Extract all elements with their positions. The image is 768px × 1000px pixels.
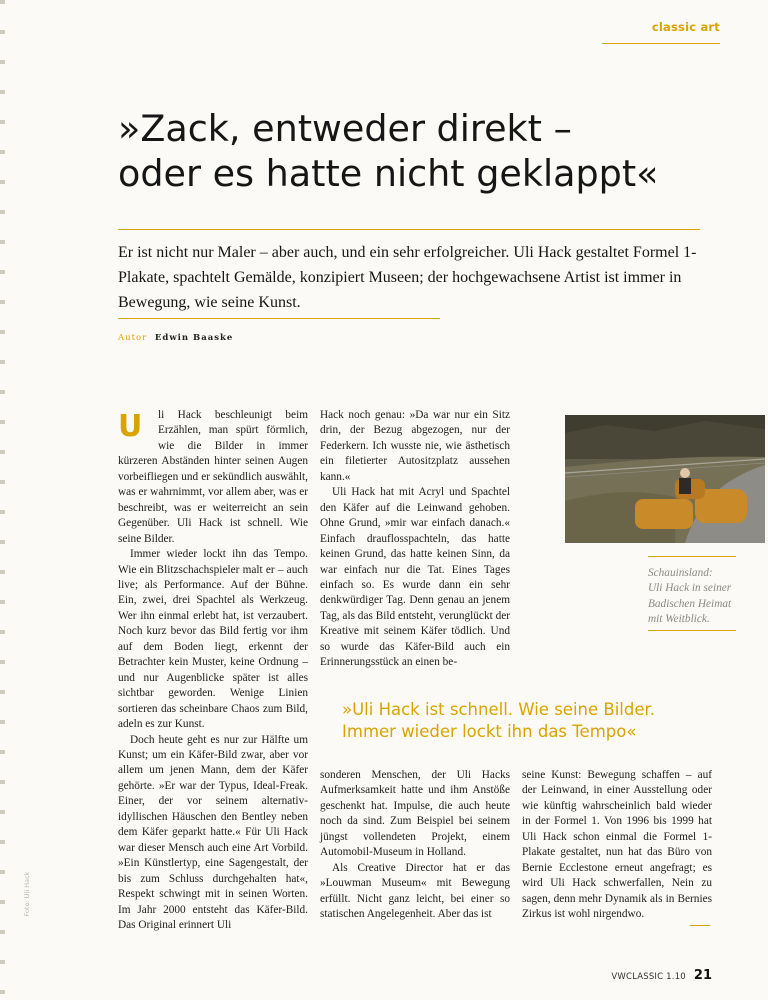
paragraph: Uli Hack hat mit Acryl und Spachtel den Käfer auf die Leinwand gehoben. Ohne Grund, »mir war einfach danach.« Einfach drauflosspachteln, das hatte keinen Grund, das hatte keinen Sinn, da war einfach nur die Tat. Eines Tages einfach so. Es wurde dann ein sehr denkwürdiger Tag. Denn genau an jenem Tag, als das Bild entsteht, verunglückt der Kreative mit seinem Käfer tödlich. Und so wurde das Käfer-Bild auch ein Erinnerungsstück an einen be- <box>320 486 510 669</box>
byline <box>118 333 233 343</box>
paragraph: seine Kunst: Bewegung schaffen – auf der Leinwand, in einer Ausstellung oder wie künftig wahrscheinlich bald wieder in der Formel 1. Von 1996 bis 1999 hat Uli Hack schon einmal die Formel 1-Plakate gestaltet, nun hat das Büro von Bernie Ecclestone erneut angefragt; es wird Uli Hack schwerfallen, Nein zu sagen, denn mehr Dynamik als in Bernies Zirkus ist wohl nirgendwo. <box>522 769 712 921</box>
pull-quote-line-2: Immer wieder lockt ihn das Tempo« <box>342 722 637 741</box>
article-photo <box>565 415 765 543</box>
standfirst: Er ist nicht nur Maler – aber auch, und ein sehr erfolgreicher. Uli Hack gestaltet Formel 1-Plakate, spachtelt Gemälde, konzipiert Museen; der hochgewachsene Artist ist immer in Bewegung, wie seine Kunst. <box>118 244 697 311</box>
standfirst-rule <box>118 318 440 319</box>
headline-line-1: »Zack, entweder direkt – <box>118 107 572 150</box>
headline-rule <box>118 229 700 230</box>
pull-quote-line-1: »Uli Hack ist schnell. Wie seine Bilder. <box>342 700 656 719</box>
magazine-issue: VWCLASSIC 1.10 <box>611 972 686 982</box>
drop-cap: U <box>118 409 143 444</box>
paragraph: Doch heute geht es nur zur Hälfte um Kunst; um ein Käfer-Bild zwar, aber vor allem um jenen Mann, dem der Käfer gehörte. »Er war der Typus, Ideal-Freak. Einer, der vor seinem alternativ-idyllischen Häuschen den Bentley neben dem Käfer geparkt hatte.« Für Uli Hack war dieser Mensch auch eine Art Vorbild. »Ein Künstlertyp, eine Sagengestalt, der bis zum Schluss durchgehalten hat«, Respekt schwingt mit in seinen Worten. Im Jahr 2000 entsteht das Käfer-Bild. Das Original erinnert Uli <box>118 733 308 931</box>
pull-quote <box>342 699 702 743</box>
photo-credit: Foto: Uli Hack <box>23 871 31 917</box>
photo-landscape-illustration <box>565 415 765 543</box>
article-column-1 <box>118 408 308 933</box>
author-name: Edwin Baaske <box>154 333 234 343</box>
section-tag: classic art <box>602 20 720 44</box>
folio <box>611 964 712 983</box>
page-number: 21 <box>693 968 712 983</box>
headline-line-2: oder es hatte nicht geklappt« <box>118 152 659 195</box>
article-column-2-bottom <box>320 768 510 923</box>
caption-rule-top <box>648 556 736 557</box>
article-end-mark <box>690 925 710 926</box>
paragraph-lead-text: li Hack beschleunigt beim Erzählen, man spürt förmlich, wie die Bilder in immer kürzeren Abständen hinter seinen Augen vorbeifliegen und er sekündlich auswählt, was er wahrnimmt, vor allem aber, was er beschreibt, was er weiterreicht an sein Gegenüber. Uli Hack ist schnell. Wie seine Bilder. <box>118 409 308 545</box>
caption-rule-bottom <box>648 630 736 631</box>
byline-label: Autor <box>118 333 148 343</box>
paragraph: sonderen Menschen, der Uli Hacks Aufmerksamkeit hatte und ihm Anstöße geschenkt hat. Impulse, die auch heute noch da sind. Zum Beispiel bei seinem jüngst vollendeten Projekt, einem Automobil-Museum in Holland. <box>320 769 510 859</box>
caption-title: Schauinsland: <box>648 567 713 579</box>
paragraph: Immer wieder lockt ihn das Tempo. Wie ein Blitzschachspieler malt er – auch live; als Performance. Auf der Bühne. Ein, zwei, drei Spachtel als Werkzeug. Wer ihn einmal erlebt hat, ist verzaubert. Noch kurz bevor das Bild fertig vor ihm auf dem Boden liegt, erkennt der Betrachter kein Muster, keine Ordnung – und nur Augenblicke später ist alles sichtbar geworden. Wenige Linien sortieren das scheinbare Chaos zum Bild, adeln es zur Kunst. <box>118 548 308 731</box>
article-column-2-top <box>320 408 510 671</box>
photo-caption <box>648 566 748 627</box>
article-column-3-bottom <box>522 768 712 923</box>
paragraph: Hack noch genau: »Da war nur ein Sitz drin, der Bezug abgezogen, nur der Federkern. Ich wusste nie, wie ästhetisch ein filetierter Autositzplatz aussehen kann.« <box>320 409 510 483</box>
page-binding-edge <box>0 0 5 1000</box>
paragraph-lead <box>118 408 308 547</box>
caption-text: Uli Hack in seiner Badischen Heimat mit Weitblick. <box>648 582 732 625</box>
headline <box>118 106 678 196</box>
paragraph: Als Creative Director hat er das »Louwman Museum« mit Bewegung erfüllt. Nicht ganz leicht, bei einer so statischen Angelegenheit. Aber das ist <box>320 861 510 921</box>
